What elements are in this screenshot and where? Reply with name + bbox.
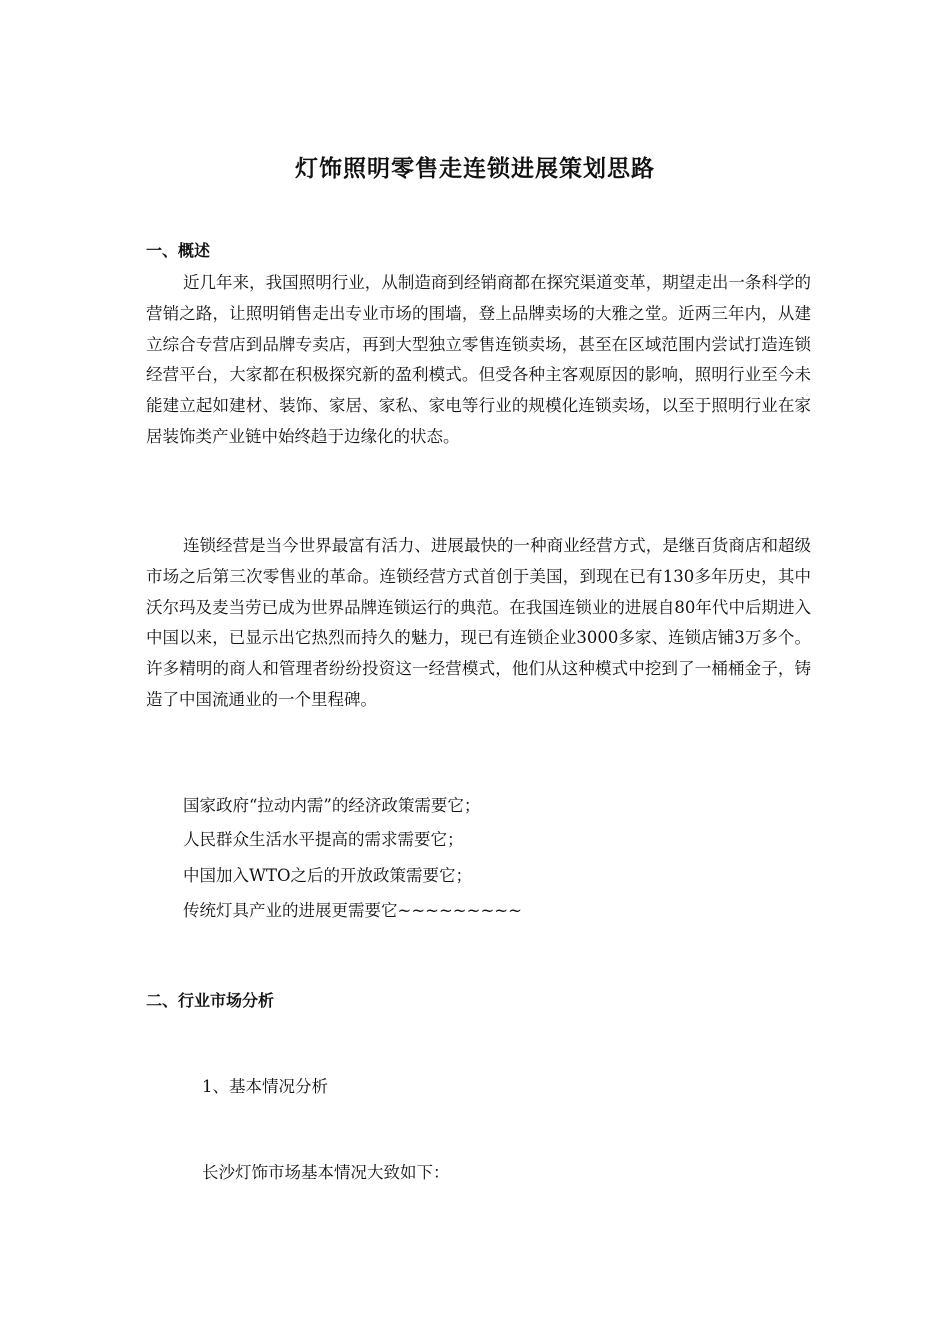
reason-line-industry: 传统灯具产业的进展更需要它~~~~~~~~~ xyxy=(183,901,522,920)
subsection-heading-basic-situation: 1、基本情况分析 xyxy=(202,1077,328,1096)
section-heading-market-analysis: 二、行业市场分析 xyxy=(146,991,275,1010)
market-intro-text: 长沙灯饰市场基本情况大致如下： xyxy=(202,1163,450,1182)
reason-line-living-standard: 人民群众生活水平提高的需求需要它； xyxy=(183,830,464,849)
section-heading-overview: 一、概述 xyxy=(146,241,211,260)
document-title: 灯饰照明零售走连锁进展策划思路 xyxy=(295,155,655,182)
reason-line-wto: 中国加入WTO之后的开放政策需要它； xyxy=(183,866,472,885)
reason-line-policy: 国家政府“拉动内需”的经济政策需要它； xyxy=(183,796,481,815)
paragraph-industry-background: 近几年来，我国照明行业，从制造商到经销商都在探究渠道变革，期望走出一条科学的营销之路，让照明销售走出专业市场的围墙，登上品牌卖场的大雅之堂。近两三年内，从建立综合专营店到品牌专卖店，再到大型独立零售连锁卖场，甚至在区域范围内尝试打造连锁经营平台，大家都在积极探究新的盈利模式。但受各种主客观原因的影响，照明行业至今未能建立起如建材、装饰、家居、家私、家电等行业的规模化连锁卖场，以至于照明行业在家居装饰类产业链中始终趋于边缘化的状态。 xyxy=(146,273,811,446)
paragraph-chain-operation: 连锁经营是当今世界最富有活力、进展最快的一种商业经营方式，是继百货商店和超级市场之后第三次零售业的革命。连锁经营方式首创于美国，到现在已有130多年历史，其中沃尔玛及麦当劳已成为世界品牌连锁运行的典范。在我国连锁业的进展自80年代中后期进入中国以来，已显示出它热烈而持久的魅力，现已有连锁企业3000多家、连锁店铺3万多个。许多精明的商人和管理者纷纷投资这一经营模式，他们从这种模式中挖到了一桶桶金子，铸造了中国流通业的一个里程碑。 xyxy=(146,536,811,709)
